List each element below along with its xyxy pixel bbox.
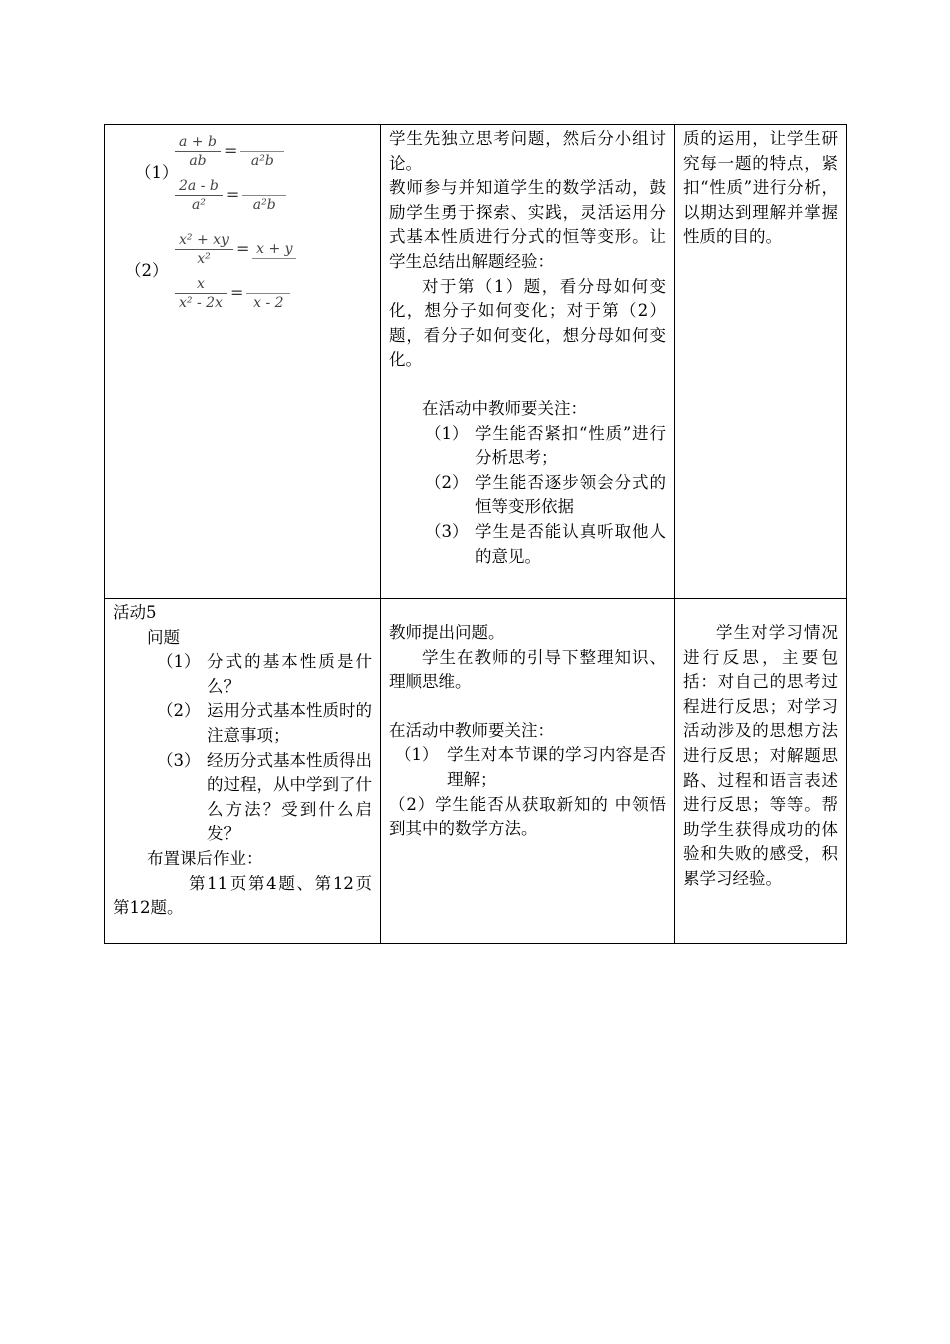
paragraph: 教师参与并知道学生的数学活动，鼓励学生勇于探索、实践，灵活运用分式基本性质进行分式的恒等变形。让学生总结出解题经验： — [389, 178, 666, 271]
activity-title: 活动5 — [113, 603, 157, 622]
paragraph: 对于第（1）题，看分母如何变化，想分子如何变化；对于第（2）题，看分子如何变化，想分母如何变化。 — [389, 276, 666, 370]
paragraph: 学生在教师的引导下整理知识、理顺思维。 — [389, 647, 666, 692]
fraction: $\frac{\text{x² + xy}}{\text{x²}}$ — [175, 231, 233, 268]
question-2-label: （2） — [125, 260, 169, 280]
exercise-cell — [105, 125, 381, 599]
equation: $\frac{\text{x² + xy}}{\text{x²}}$ = x + y — [175, 227, 296, 271]
fraction: $\frac{x}{\text{x² - 2x}}$ — [175, 275, 227, 312]
question-heading: 问题 — [147, 627, 180, 647]
homework: 第11页第4题、第12页第12题。 — [113, 873, 372, 918]
design-intent-cell — [675, 599, 847, 944]
fraction: $\frac{2a - b}{\text{a²}}$ — [175, 177, 223, 214]
answer-blank: x - 2 — [246, 275, 290, 312]
teacher-activity-cell — [381, 125, 675, 599]
paragraph: 教师提出问题。 — [389, 623, 505, 642]
question-1 — [135, 129, 372, 217]
activity-cell — [105, 599, 381, 944]
table-row — [105, 599, 847, 944]
list-item: （1） 学生对本节课的学习内容是否理解； — [395, 745, 666, 789]
answer-blank: a²b — [242, 177, 286, 214]
equation: $\frac{x}{\text{x² - 2x}}$ = x - 2 — [175, 271, 296, 315]
table-row — [105, 125, 847, 599]
question-1-label: （1） — [135, 162, 179, 182]
lesson-table — [104, 124, 847, 944]
list-item: （3） 学生是否能认真听取他人的意见。 — [425, 521, 666, 566]
teacher-activity-cell — [381, 599, 675, 944]
focus-title: 在活动中教师要关注： — [389, 720, 554, 740]
list-item: （3） 经历分式基本性质得出的过程，从中学到了什么方法？受到什么启发？ — [157, 750, 372, 844]
list-item: （2） 学生能否逐步领会分式的恒等变形依据 — [425, 472, 666, 517]
list-item: （2） 运用分式基本性质时的注意事项； — [157, 701, 372, 745]
list-item: （1） 分式的基本性质是什么？ — [157, 652, 372, 696]
focus-title: 在活动中教师要关注： — [422, 398, 587, 418]
fraction: $\frac{a + b}{ab}$ — [175, 133, 221, 170]
list-item: （2）学生能否从获取新知的 中领悟到其中的数学方法。 — [389, 794, 666, 839]
paragraph: 学生先独立思考问题，然后分小组讨论。 — [389, 129, 666, 173]
list-item: （1） 学生能否紧扣“性质”进行分析思考； — [425, 423, 666, 468]
equation: $\frac{2a - b}{\text{a²}}$ = a²b — [175, 173, 286, 217]
homework-title: 布置课后作业： — [147, 848, 263, 868]
answer-blank: x + y — [252, 240, 296, 259]
paragraph: 质的运用，让学生研究每一题的特点，紧扣“性质”进行分析，以期达到理解并掌握性质的目的。 — [683, 129, 838, 247]
design-intent-cell — [675, 125, 847, 599]
question-2 — [125, 227, 372, 315]
equation: $\frac{a + b}{ab}$ = a²b — [175, 129, 286, 173]
answer-blank: a²b — [240, 133, 284, 170]
paragraph: 学生对学习情况进行反思，主要包括：对自己的思考过程进行反思；对学习活动涉及的思想方法进行反思；对解题思路、过程和语言表述进行反思；等等。帮助学生获得成功的体验和失败的感受，积累学习经验。 — [683, 623, 838, 888]
